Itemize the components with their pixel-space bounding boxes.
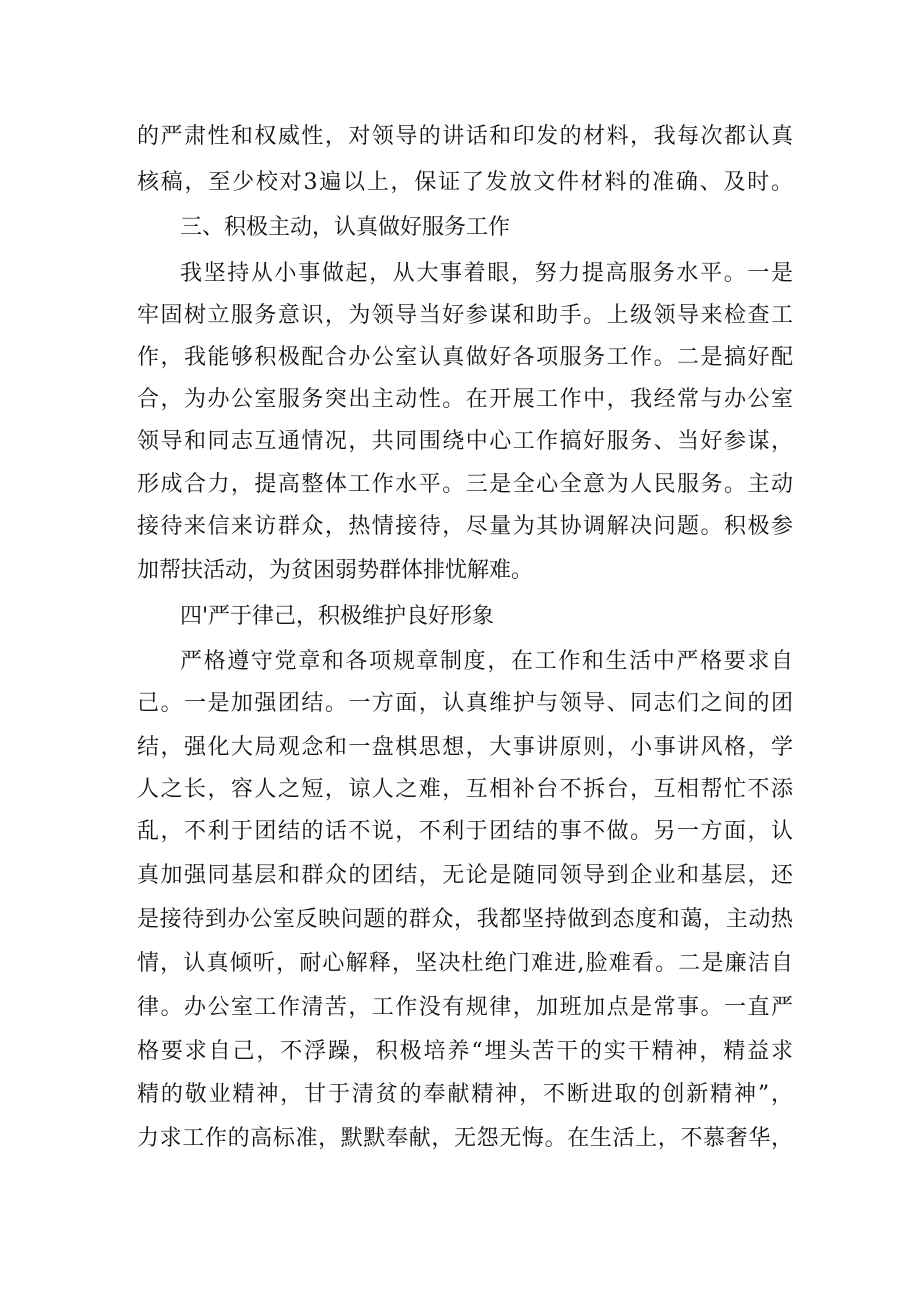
paragraph-line: 我坚持从小事做起，从大事着眼，努力提高服务水平。一是	[180, 261, 793, 286]
paragraph-line: 真加强同基层和群众的团结，无论是随同领导到企业和基层，还	[137, 863, 793, 888]
paragraph-line: 律。办公室工作清苦，工作没有规律，加班加点是常事。一直严	[137, 995, 793, 1020]
paragraph-line: 人之长，容人之短，谅人之难，互相补台不拆台，互相帮忙不添	[137, 777, 793, 802]
section-heading-3: 三、积极主动，认真做好服务工作	[180, 215, 511, 240]
paragraph-line: 严格遵守党章和各项规章制度，在工作和生活中严格要求自	[180, 649, 793, 674]
paragraph-line: 是接待到办公室反映问题的群众，我都坚持做到态度和蔼，主动热	[137, 907, 793, 932]
paragraph-line: 乱，不利于团结的话不说，不利于团结的事不做。另一方面，认	[137, 819, 793, 844]
paragraph-line: 合，为办公室服务突出主动性。在开展工作中，我经常与办公室	[137, 387, 793, 412]
paragraph-line: 的严肃性和权威性，对领导的讲话和印发的材料，我每次都认真	[137, 124, 793, 149]
paragraph-line: 精的敬业精神，甘于清贫的奉献精神，不断进取的创新精神”，	[137, 1082, 793, 1107]
paragraph-line: 牢固树立服务意识，为领导当好参谋和助手。上级领导来检查工	[137, 303, 793, 328]
paragraph-line: 加帮扶活动，为贫困弱势群体排忧解难。	[137, 558, 534, 583]
paragraph-line: 核稿，至少校对3遍以上，保证了发放文件材料的准确、及时。	[137, 170, 793, 195]
section-heading-4: 四'严于律己，积极维护良好形象	[180, 604, 495, 629]
paragraph-line: 情，认真倾听，耐心解释，坚决杜绝门难进,脸难看。二是廉洁自	[137, 951, 793, 976]
paragraph-line: 作，我能够积极配合办公室认真做好各项服务工作。二是搞好配	[137, 345, 793, 370]
paragraph-line: 结，强化大局观念和一盘棋思想，大事讲原则，小事讲风格，学	[137, 735, 793, 760]
paragraph-line: 领导和同志互通情况，共同围绕中心工作搞好服务、当好参谋，	[137, 429, 793, 454]
paragraph-line: 己。一是加强团结。一方面，认真维护与领导、同志们之间的团	[137, 691, 793, 716]
paragraph-line: 力求工作的高标准，默默奉献，无怨无悔。在生活上，不慕奢华，	[137, 1126, 793, 1151]
paragraph-line: 形成合力，提高整体工作水平。三是全心全意为人民服务。主动	[137, 472, 793, 497]
paragraph-line: 格要求自己，不浮躁，积极培养“埋头苦干的实干精神，精益求	[137, 1039, 793, 1064]
paragraph-line: 接待来信来访群众，热情接待，尽量为其协调解决问题。积极参	[137, 514, 793, 539]
